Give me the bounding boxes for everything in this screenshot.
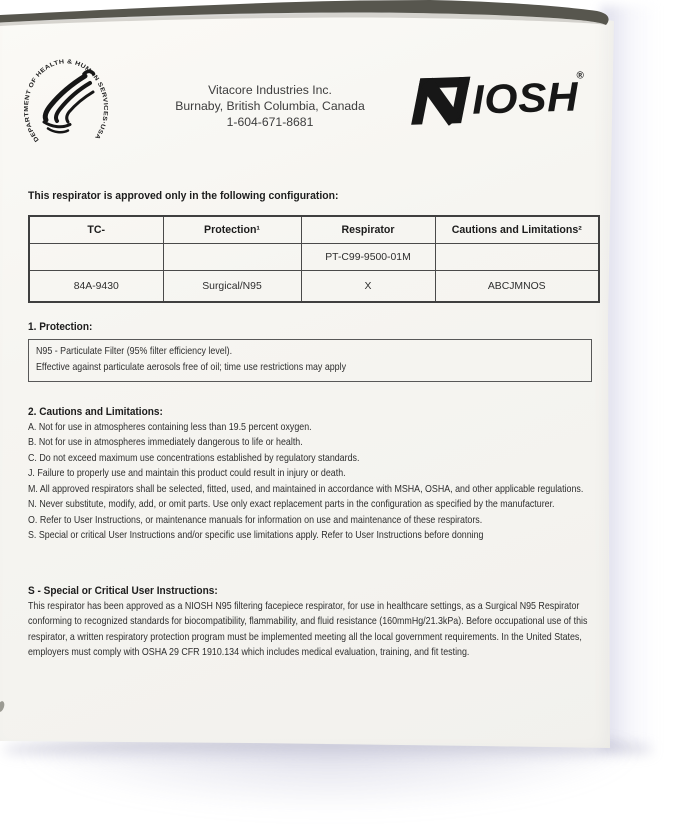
hhs-seal (24, 56, 108, 156)
cell-protection-value: Surgical/N95 (163, 271, 301, 303)
approval-table (28, 215, 600, 303)
caution-item-b: B. Not for use in atmospheres immediately dangerous to life or health. (28, 436, 303, 449)
company-address: Burnaby, British Columbia, Canada (175, 98, 365, 113)
box-lid-edge-icon (0, 0, 679, 40)
company-block (150, 83, 390, 130)
cell-respirator-x: X (301, 271, 435, 303)
table-row (29, 244, 599, 271)
company-name: Vitacore Industries Inc. (208, 83, 332, 97)
special-instructions-heading: S - Special or Critical User Instructions: (28, 585, 218, 597)
table-row (29, 271, 599, 303)
header-cautions: Cautions and Limitations² (435, 216, 599, 244)
cautions-heading: 2. Cautions and Limitations: (28, 406, 163, 418)
caution-item-j: J. Failure to properly use and maintain this product could result in injury or death. (28, 467, 346, 480)
header-respirator: Respirator (301, 216, 435, 244)
caution-item-a: A. Not for use in atmospheres containing less than 19.5 percent oxygen. (28, 421, 312, 433)
caution-item-m: M. All approved respirators shall be selected, fitted, used, and maintained in accordance with MSHA, OSHA, and other applicable regulations. (28, 482, 584, 495)
caution-item-c: C. Do not exceed maximum use concentrations established by regulatory standards. (28, 451, 360, 464)
niosh-n-icon (407, 75, 473, 127)
niosh-logo (407, 71, 585, 127)
company-phone: 1-604-671-8681 (226, 114, 314, 129)
hhs-eagle-icon (44, 71, 94, 132)
cell-tc-blank (29, 244, 163, 271)
caution-item-s: S. Special or critical User Instructions and/or specific use limitations apply. Refer to User Instructions before donning (28, 529, 484, 542)
header-tc: TC- (29, 216, 163, 244)
niosh-wordmark-tail: IOSH (471, 73, 580, 123)
protection-line-1: N95 - Particulate Filter (95% filter efficiency level). (36, 345, 233, 357)
caution-item-o: O. Refer to User Instructions, or maintenance manuals for information on use and maintenance of these respirators. (28, 513, 483, 526)
cell-cautions-blank (435, 244, 599, 271)
approval-statement: This respirator is approved only in the following configuration: (28, 190, 339, 202)
caution-item-n: N. Never substitute, modify, add, or omit parts. Use only exact replacement parts in the configuration as specified by the manufacturer. (28, 498, 555, 511)
protection-heading: 1. Protection: (28, 321, 93, 333)
protection-box (28, 339, 592, 382)
header-protection: Protection¹ (163, 216, 301, 244)
cell-respirator-model: PT-C99-9500-01M (301, 244, 435, 271)
table-header-row (29, 216, 599, 244)
special-instructions-body: This respirator has been approved as a NIOSH N95 filtering facepiece respirator, for use in healthcare settings, as a Surgical N95 Respirator conforming to recognized standards for biocompatibility, flammability, and fluid resistance (160mmHg/21.3kPa). Before occupational use of this respirator, a written respiratory protection program must be implemented meeting all the local government requirements. In the United States, employers must comply with OSHA 29 CFR 1910.134 which includes medical evaluation, training, and fit testing. (28, 600, 588, 658)
protection-line-2: Effective against particulate aerosols free of oil; time use restrictions may apply (36, 360, 347, 373)
cautions-list (28, 420, 599, 544)
registered-trademark-icon: ® (576, 70, 585, 82)
cell-tc-number: 84A-9430 (29, 271, 163, 303)
cell-protection-blank (163, 244, 301, 271)
box-bottom-shadow-soft (24, 744, 636, 810)
hhs-seal-ring-text: DEPARTMENT OF HEALTH & HUMAN SERVICES·USA (24, 59, 108, 143)
cell-cautions-codes: ABCJMNOS (435, 271, 599, 303)
